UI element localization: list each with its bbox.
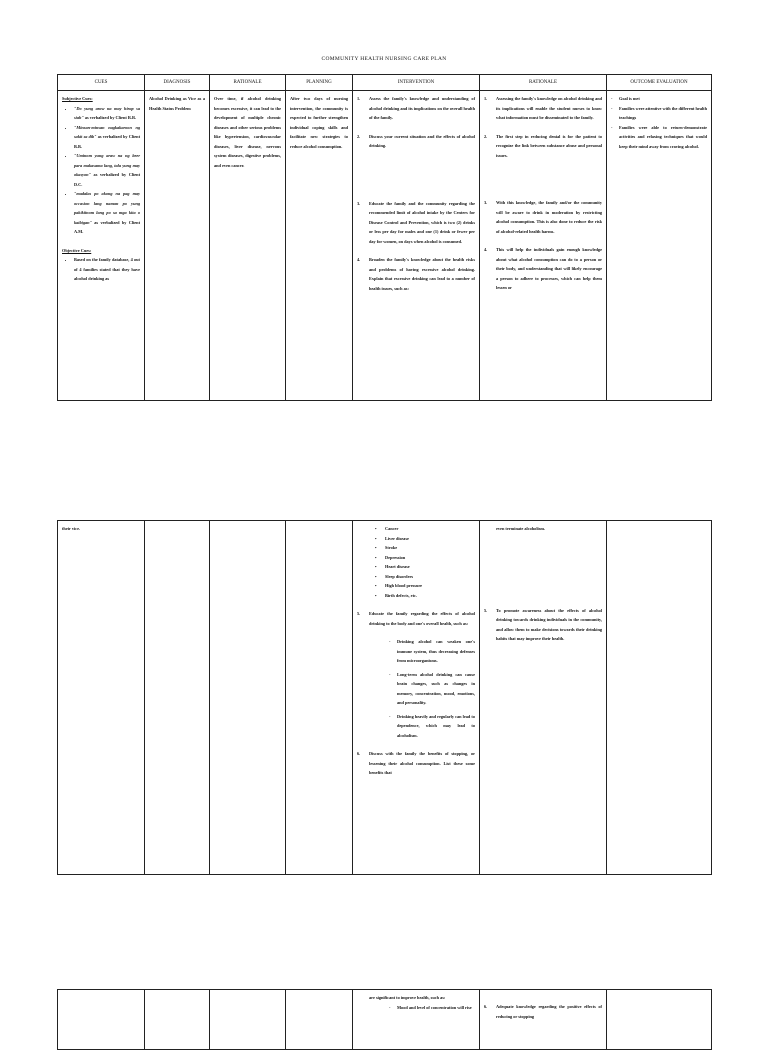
planning-cell bbox=[286, 521, 353, 875]
list-item: - Mood and level of concentration will rise bbox=[397, 1003, 475, 1013]
list-item: - Drinking heavily and regularly can lead to dependence, which may lead to alcoholism. bbox=[397, 712, 475, 741]
list-item: - Long-term alcohol drinking can cause brain changes, such as changes in memory, concentration, mood, emotions, and personality. bbox=[397, 670, 475, 708]
rationale-item: 1. Assessing the family's knowledge on alcohol drinking and its implications will enable the student nurses to know what information must be disseminated to the family. bbox=[484, 96, 602, 120]
header-cues: CUES bbox=[58, 75, 145, 91]
care-plan-table-page2 bbox=[57, 520, 712, 875]
outcome-cell bbox=[607, 990, 712, 1050]
intervention-cell bbox=[353, 91, 480, 401]
rationale-2-cell bbox=[480, 521, 607, 875]
care-plan-table-page3 bbox=[57, 989, 712, 1050]
content-row bbox=[58, 521, 712, 875]
planning-cell bbox=[286, 990, 353, 1050]
list-item: • Depression bbox=[385, 553, 475, 563]
objective-list bbox=[62, 255, 140, 284]
list-item: • "Minsan-minsan nagkakaroon ng sakit sa dib" as verbalized by Client B.B. bbox=[74, 123, 140, 152]
intervention-cell bbox=[353, 990, 480, 1050]
list-item: • Based on the family database, 4 out of 4 families stated that they have alcohol drinking as bbox=[74, 255, 140, 284]
benefits-list bbox=[357, 1003, 475, 1013]
outcome-cell bbox=[607, 521, 712, 875]
planning-cell: After two days of nursing intervention, the community is expected to further strengthen individual coping skills and facilitate new strategies to reduce alcohol consumption. bbox=[286, 91, 353, 401]
intervention-item: 2. Discuss your current situation and the effects of alcohol drinking. bbox=[357, 133, 475, 148]
list-item: - Families were able to return-demonstrate activities and relaxing techniques that would keep their mind away from craving alcohol. bbox=[619, 123, 707, 152]
header-row bbox=[58, 75, 712, 91]
header-outcome: OUTCOME EVALUATION bbox=[607, 75, 712, 91]
health-issues-list bbox=[357, 524, 475, 600]
effects-list bbox=[357, 637, 475, 740]
page-title: COMMUNITY HEALTH NURSING CARE PLAN bbox=[321, 56, 447, 62]
content-row bbox=[58, 990, 712, 1050]
rationale-item: 6. Adequate knowledge regarding the positive effects of reducing or stopping bbox=[484, 1004, 602, 1019]
rationale-continuation: even terminate alcoholism. bbox=[496, 526, 546, 531]
list-item: • Heart disease bbox=[385, 562, 475, 572]
intervention-continuation: are significant to improve health, such as: bbox=[369, 995, 446, 1000]
rationale-item: 4. This will help the individuals gain enough knowledge about what alcohol consumption can do to a person or their body, and understanding that will likely encourage a person to adhere to processes, which can help them lessen or bbox=[484, 247, 602, 290]
diagnosis-cell: Alcohol Drinking as Vice as a Health Status Problem bbox=[145, 91, 210, 401]
list-item: • Liver disease bbox=[385, 534, 475, 544]
list-item: - Families were attentive with the different health teachings bbox=[619, 104, 707, 123]
intervention-item: 1. Assess the family's knowledge and understanding of alcohol drinking and its implications on the overall health of the family. bbox=[357, 96, 475, 120]
subjective-list bbox=[62, 104, 140, 237]
list-item: • Birth defects, etc. bbox=[385, 591, 475, 601]
rationale-cell: Over time, if alcohol drinking becomes excessive, it can lead to the development of multiple chronic diseases and other serious problems like hypertension, cardiovascular diseases, liver disease, nervous system diseases, digestive problems, and even cancer. bbox=[210, 91, 286, 401]
cues-cell bbox=[58, 990, 145, 1050]
diagnosis-cell bbox=[145, 990, 210, 1050]
header-planning: PLANNING bbox=[286, 75, 353, 91]
list-item: • "Do yung araw na may hirap sa siah" as verbalized by Client R.R. bbox=[74, 104, 140, 123]
rationale-item: 3. With this knowledge, the family and/or the community will be aware to drink in moderation by restricting alcohol consumption. This is also done to reduce the risk of alcohol-related health harms. bbox=[484, 200, 602, 234]
list-item: • "Uminom yung araw na ng beer para makasama lang, tala yung may okasyon" as verbalized by Client D.C. bbox=[74, 151, 140, 189]
header-rationale: RATIONALE bbox=[210, 75, 286, 91]
rationale-item: 2. The first step in reducing denial is for the patient to recognize the link between substance abuse and personal issues. bbox=[484, 133, 602, 158]
rationale-cell bbox=[210, 521, 286, 875]
list-item: - Drinking alcohol can weaken one's immune system, thus decreasing defenses from microorganisms. bbox=[397, 637, 475, 666]
diagnosis-cell bbox=[145, 521, 210, 875]
list-item: • Cancer bbox=[385, 524, 475, 534]
header-intervention: INTERVENTION bbox=[353, 75, 480, 91]
rationale-2-cell bbox=[480, 990, 607, 1050]
intervention-item: 5. Educate the family regarding the effects of alcohol drinking to the body and one's overall health, such as: bbox=[357, 611, 475, 626]
list-item: - Goal is met bbox=[619, 94, 707, 104]
rationale-cell bbox=[210, 990, 286, 1050]
list-item: • High blood pressure bbox=[385, 581, 475, 591]
rationale-item: 5. To promote awareness about the effects of alcohol drinking towards drinking individuals in the community, and allow them to make decisions towards their drinking habits that may improve their health. bbox=[484, 607, 602, 641]
intervention-item: 3. Educate the family and the community regarding the recommended limit of alcohol intake by the Centers for Disease Control and Prevention, which is two (2) drinks or less per day for males and one (1) drink or fewer per day for women, on days when alcohol is consumed. bbox=[357, 200, 475, 244]
content-row bbox=[58, 91, 712, 401]
objective-heading: Objective Cues: bbox=[62, 247, 92, 253]
care-plan-table-page1 bbox=[57, 74, 712, 401]
intervention-item: 4. Broaden the family's knowledge about the health risks and problems of having excessive alcohol drinking. Explain that excessive drinking can lead to a number of health issues, such as: bbox=[357, 257, 475, 291]
intervention-item: 6. Discuss with the family the benefits of stopping, or lessening their alcohol consumption. List these some benefits that bbox=[357, 751, 475, 775]
subjective-heading: Subjective Cues: bbox=[62, 96, 93, 101]
list-item: • Stroke bbox=[385, 543, 475, 553]
intervention-cell bbox=[353, 521, 480, 875]
header-diagnosis: DIAGNOSIS bbox=[145, 75, 210, 91]
outcome-cell bbox=[607, 91, 712, 401]
header-rationale-2: RATIONALE bbox=[480, 75, 607, 91]
cues-cell: their vice. bbox=[58, 521, 145, 875]
outcome-list bbox=[611, 94, 707, 151]
list-item: • "madalas po akong na pag may occasion lang naman po yung pakikiinom lang po sa mga kita o kaibigan" as verbalized by Client A.M. bbox=[74, 189, 140, 237]
rationale-2-cell bbox=[480, 91, 607, 401]
list-item: • Sleep disorders bbox=[385, 572, 475, 582]
cues-cell bbox=[58, 91, 145, 401]
